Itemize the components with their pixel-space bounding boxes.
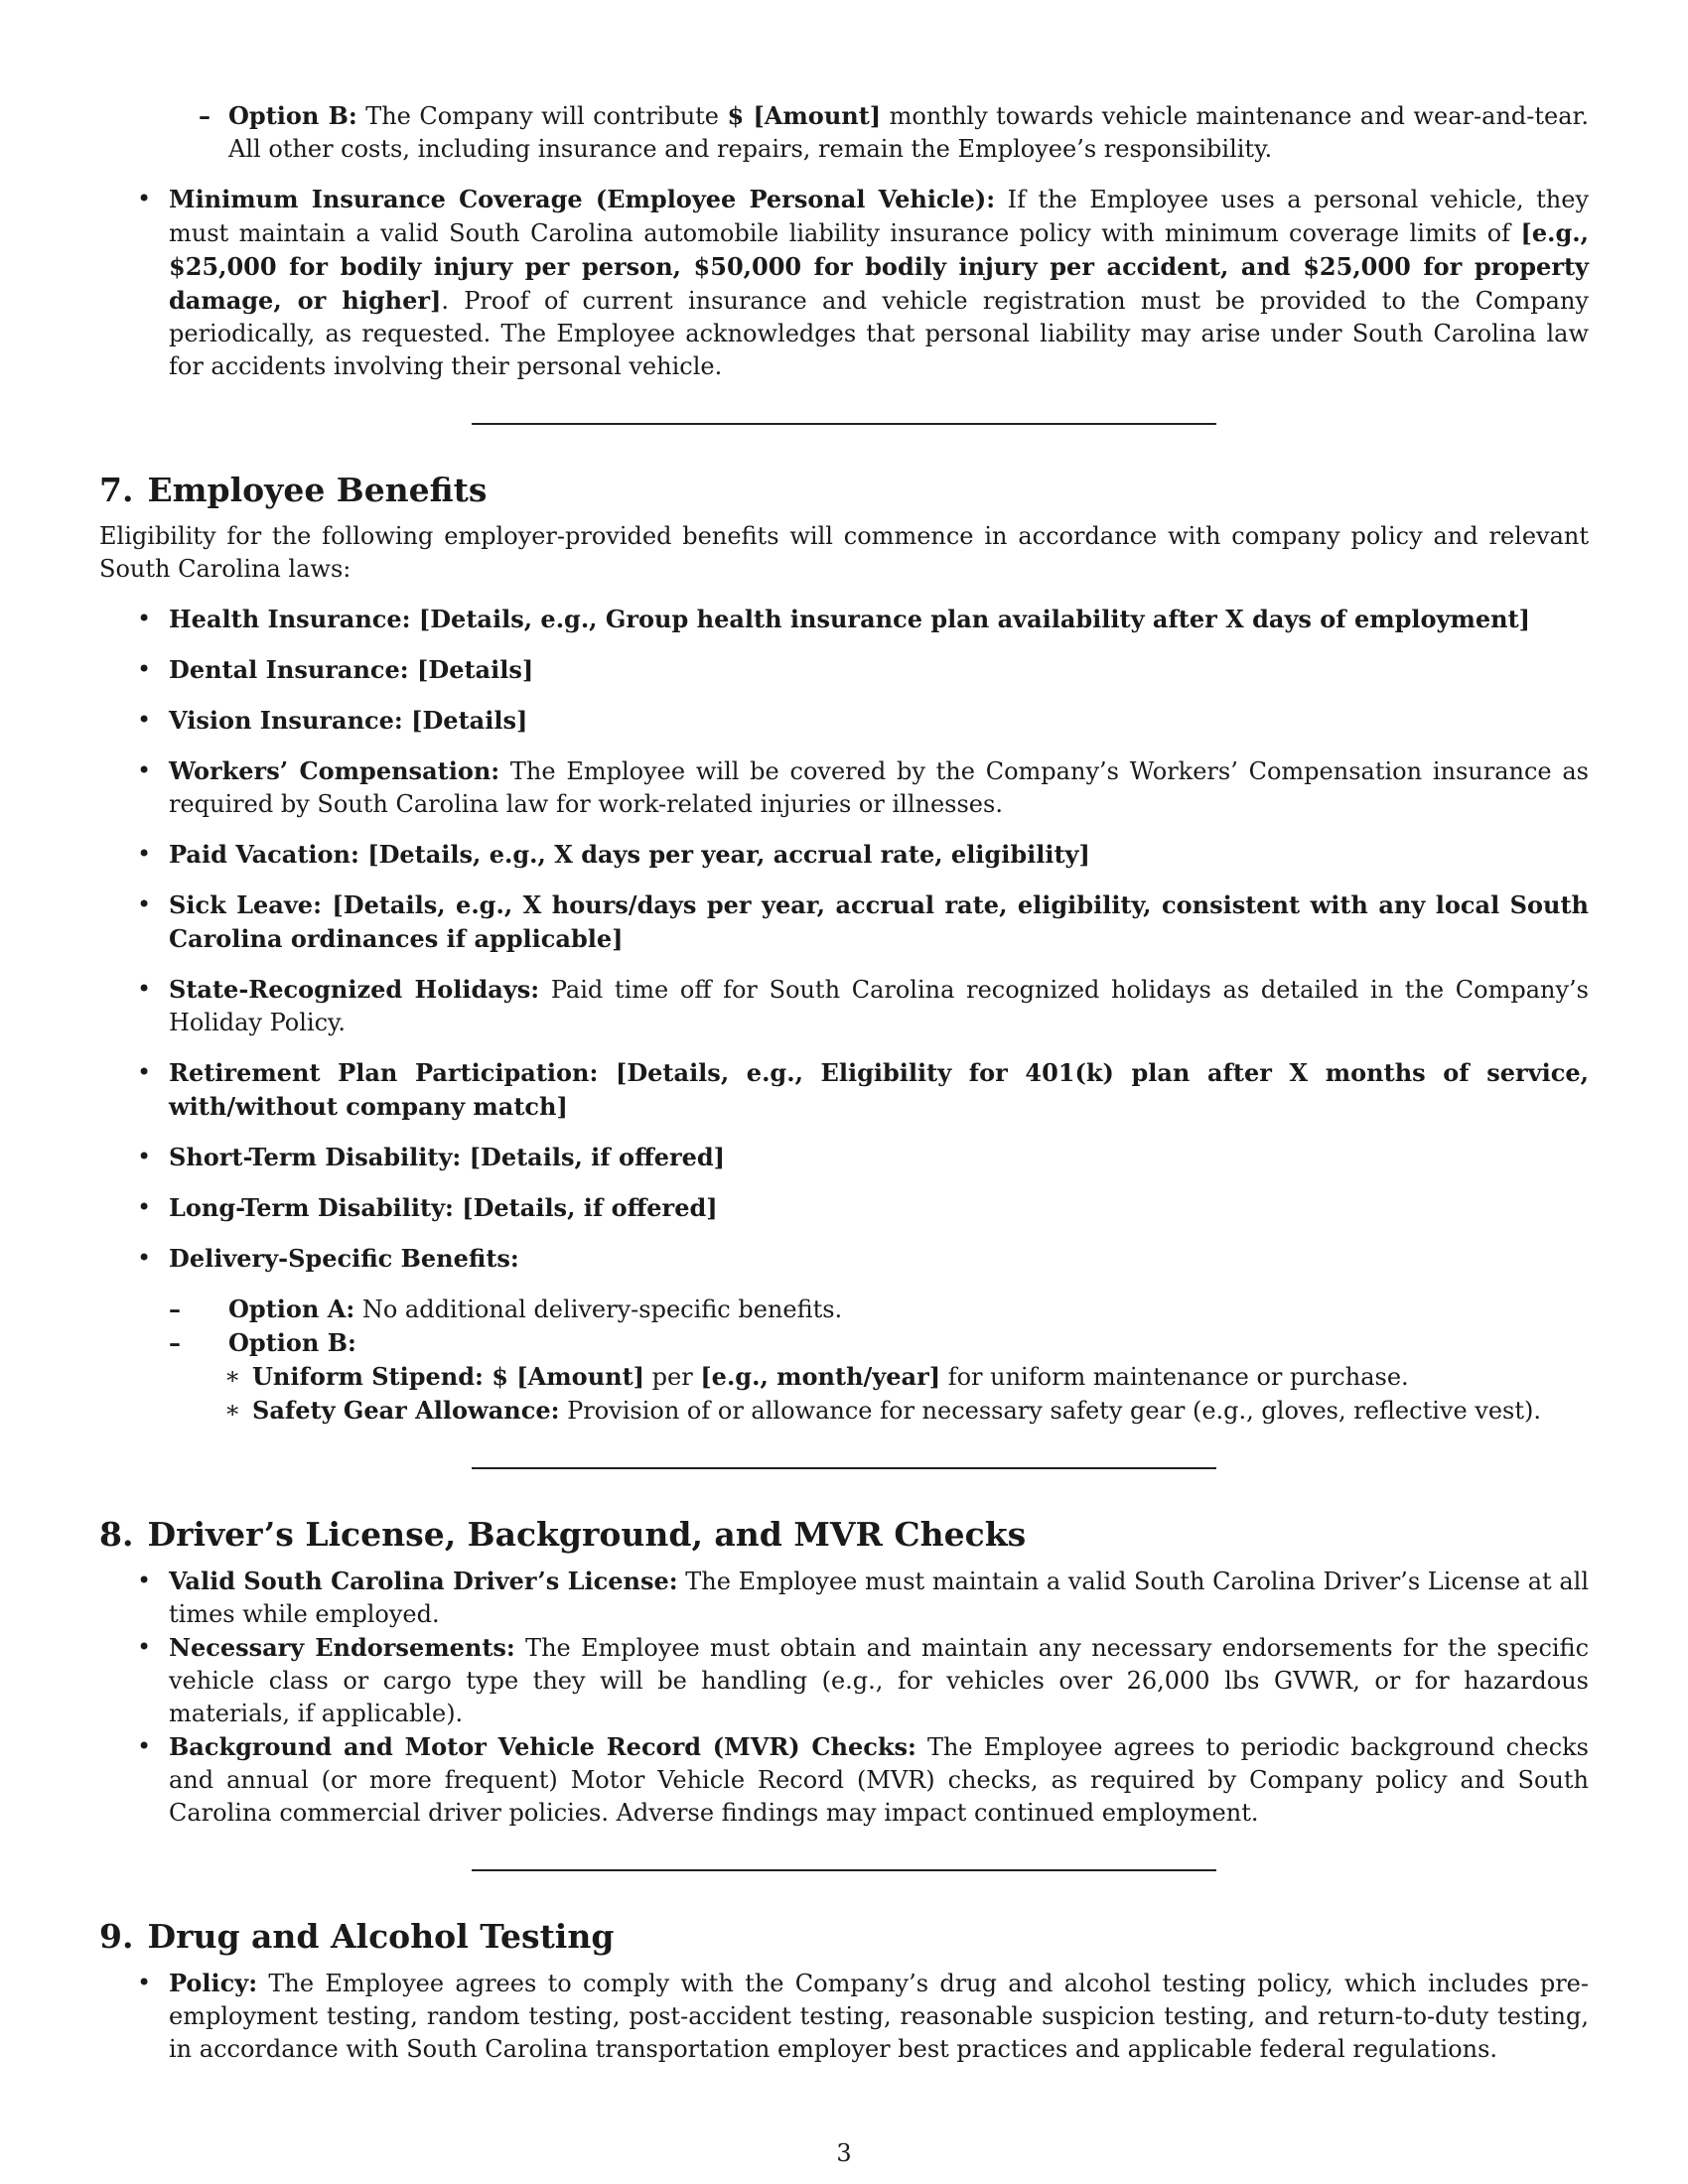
- benefit-delivery-specific: [99, 1242, 1589, 1428]
- delivery-option-b: [169, 1326, 1589, 1428]
- item-label: Valid South Carolina Driver’s License:: [169, 1567, 678, 1595]
- section-number: 9.: [99, 1917, 134, 1956]
- benefit-holidays: [99, 973, 1589, 1039]
- item-label: Necessary Endorsements:: [169, 1633, 515, 1662]
- option-list-top: [99, 99, 1589, 166]
- section7-intro: Eligibility for the following employer-provided benefits will commence in accordance with company policy and relevant South Carolina laws:: [99, 522, 1589, 583]
- license-list: [99, 1565, 1589, 1830]
- section-number: 8.: [99, 1515, 134, 1554]
- benefit-text: The Employee will be covered by the Company’s Workers’ Compensation insurance as required by South Carolina law for work-related injuries or illnesses.: [169, 757, 1590, 818]
- safety-gear-allowance: [222, 1394, 1589, 1428]
- option-b-sublist: [222, 1360, 1589, 1428]
- section-heading-8: [99, 1515, 1589, 1555]
- benefit-label: Dental Insurance:: [169, 655, 409, 684]
- endorsements-item: [99, 1631, 1589, 1730]
- benefit-text: [Details]: [408, 655, 534, 684]
- drug-testing-list: [99, 1967, 1589, 2066]
- benefit-short-term-disability: [99, 1141, 1589, 1174]
- insurance-label: Minimum Insurance Coverage (Employee Personal Vehicle):: [169, 185, 996, 213]
- uniform-stipend: [222, 1360, 1589, 1394]
- item-label: Background and Motor Vehicle Record (MVR) Checks:: [169, 1732, 916, 1761]
- benefit-label: Long-Term Disability:: [169, 1193, 454, 1222]
- benefit-text: [Details]: [402, 706, 528, 735]
- section-title: Drug and Alcohol Testing: [147, 1917, 615, 1956]
- benefit-workers-comp: [99, 754, 1589, 821]
- option-label: Option A:: [228, 1295, 355, 1323]
- insurance-list: [99, 183, 1589, 383]
- option-label: Option B:: [228, 1328, 356, 1357]
- benefit-text: Paid time off for South Carolina recognized holidays as detailed in the Company’s Holiday Policy.: [169, 976, 1590, 1036]
- allowance-label: Safety Gear Allowance:: [252, 1396, 560, 1425]
- benefit-vision: [99, 704, 1589, 738]
- section-divider: [472, 423, 1216, 425]
- benefit-dental: [99, 653, 1589, 687]
- page-number: 3: [836, 2139, 852, 2167]
- benefit-label: State-Recognized Holidays:: [169, 975, 540, 1004]
- insurance-text: If the Employee uses a personal vehicle, they must maintain a valid South Carolina automobile liability insurance policy with minimum coverage limits of: [169, 186, 1590, 247]
- allowance-text: Provision of or allowance for necessary safety gear (e.g., gloves, reflective vest).: [559, 1397, 1541, 1425]
- benefit-label: Sick Leave:: [169, 890, 322, 919]
- stipend-text: for uniform maintenance or purchase.: [940, 1363, 1409, 1391]
- amount-placeholder: $ [Amount]: [727, 101, 882, 130]
- section-divider: [472, 1869, 1216, 1871]
- stipend-label: Uniform Stipend: $ [Amount]: [252, 1362, 645, 1391]
- benefit-label: Paid Vacation:: [169, 840, 359, 869]
- benefit-text: [Details, if offered]: [461, 1143, 726, 1171]
- benefit-retirement: [99, 1056, 1589, 1124]
- option-b-vehicle: [99, 99, 1589, 166]
- benefits-list: [99, 603, 1589, 1428]
- section-number: 7.: [99, 471, 134, 509]
- delivery-option-a: [169, 1293, 1589, 1326]
- item-text: The Employee must obtain and maintain any necessary endorsements for the specific vehicle class or cargo type they will be handling (e.g., for vehicles over 26,000 lbs GVWR, or for hazardous materials, if applicable).: [169, 1634, 1590, 1727]
- benefit-label: Short-Term Disability:: [169, 1143, 462, 1171]
- benefit-text: [Details, e.g., X days per year, accrual rate, eligibility]: [358, 840, 1090, 869]
- benefit-label: Workers’ Compensation:: [169, 756, 500, 785]
- document-page: [99, 99, 1589, 2066]
- insurance-text: . Proof of current insurance and vehicle registration must be provided to the Company periodically, as requested. The Employee acknowledges that personal liability may arise under South Carolina law for accidents involving their personal vehicle.: [169, 287, 1589, 380]
- benefit-label: Vision Insurance:: [169, 706, 403, 735]
- benefit-vacation: [99, 838, 1589, 872]
- benefit-text: [Details, e.g., Eligibility for 401(k) plan after X months of service, with/without company match]: [169, 1058, 1589, 1121]
- policy-item: [99, 1967, 1589, 2066]
- item-text: The Employee agrees to comply with the Company’s drug and alcohol testing policy, which includes pre-employment testing, random testing, post-accident testing, reasonable suspicion testing, and return-to-duty testing, in accordance with South Carolina transportation employer best practices and applicable federal regulations.: [169, 1970, 1589, 2063]
- benefit-sick-leave: [99, 888, 1589, 956]
- license-item: [99, 1565, 1589, 1631]
- benefit-text: [Details, e.g., Group health insurance plan availability after X days of employment]: [410, 605, 1531, 633]
- insurance-item: [99, 183, 1589, 383]
- option-text: monthly towards vehicle maintenance and wear-and-tear. All other costs, including insurance and repairs, remain the Employee’s responsibility.: [228, 102, 1590, 163]
- option-text: The Company will contribute: [356, 102, 728, 130]
- section-divider: [472, 1467, 1216, 1469]
- section-heading-7: [99, 471, 1589, 510]
- insurance-limits: [e.g., $25,000 for bodily injury per person, $50,000 for bodily injury per accident, and $25,000 for property damage, or higher]: [169, 218, 1589, 315]
- benefit-label: Delivery-Specific Benefits:: [169, 1244, 519, 1273]
- benefit-label: Health Insurance:: [169, 605, 411, 633]
- option-text: No additional delivery-specific benefits.: [354, 1296, 843, 1323]
- item-label: Policy:: [169, 1969, 258, 1997]
- item-text: The Employee agrees to periodic background checks and annual (or more frequent) Motor Vehicle Record (MVR) checks, as required by Company policy and South Carolina commercial driver policies. Adverse findings may impact continued employment.: [169, 1733, 1589, 1827]
- benefit-long-term-disability: [99, 1191, 1589, 1225]
- mvr-item: [99, 1730, 1589, 1830]
- delivery-options: [169, 1293, 1589, 1428]
- section-title: Driver’s License, Background, and MVR Checks: [147, 1515, 1027, 1554]
- option-label: Option B:: [228, 101, 357, 130]
- stipend-text: per: [644, 1363, 701, 1391]
- stipend-period: [e.g., month/year]: [700, 1362, 941, 1391]
- benefit-label: Retirement Plan Participation:: [169, 1058, 599, 1087]
- item-text: The Employee must maintain a valid South Carolina Driver’s License at all times while employed.: [169, 1568, 1589, 1628]
- section-heading-9: [99, 1917, 1589, 1957]
- benefit-text: [Details, e.g., X hours/days per year, accrual rate, eligibility, consistent with any local South Carolina ordinances if applicable]: [169, 890, 1589, 953]
- benefit-text: [Details, if offered]: [453, 1193, 718, 1222]
- section-title: Employee Benefits: [147, 471, 488, 509]
- benefit-health: [99, 603, 1589, 636]
